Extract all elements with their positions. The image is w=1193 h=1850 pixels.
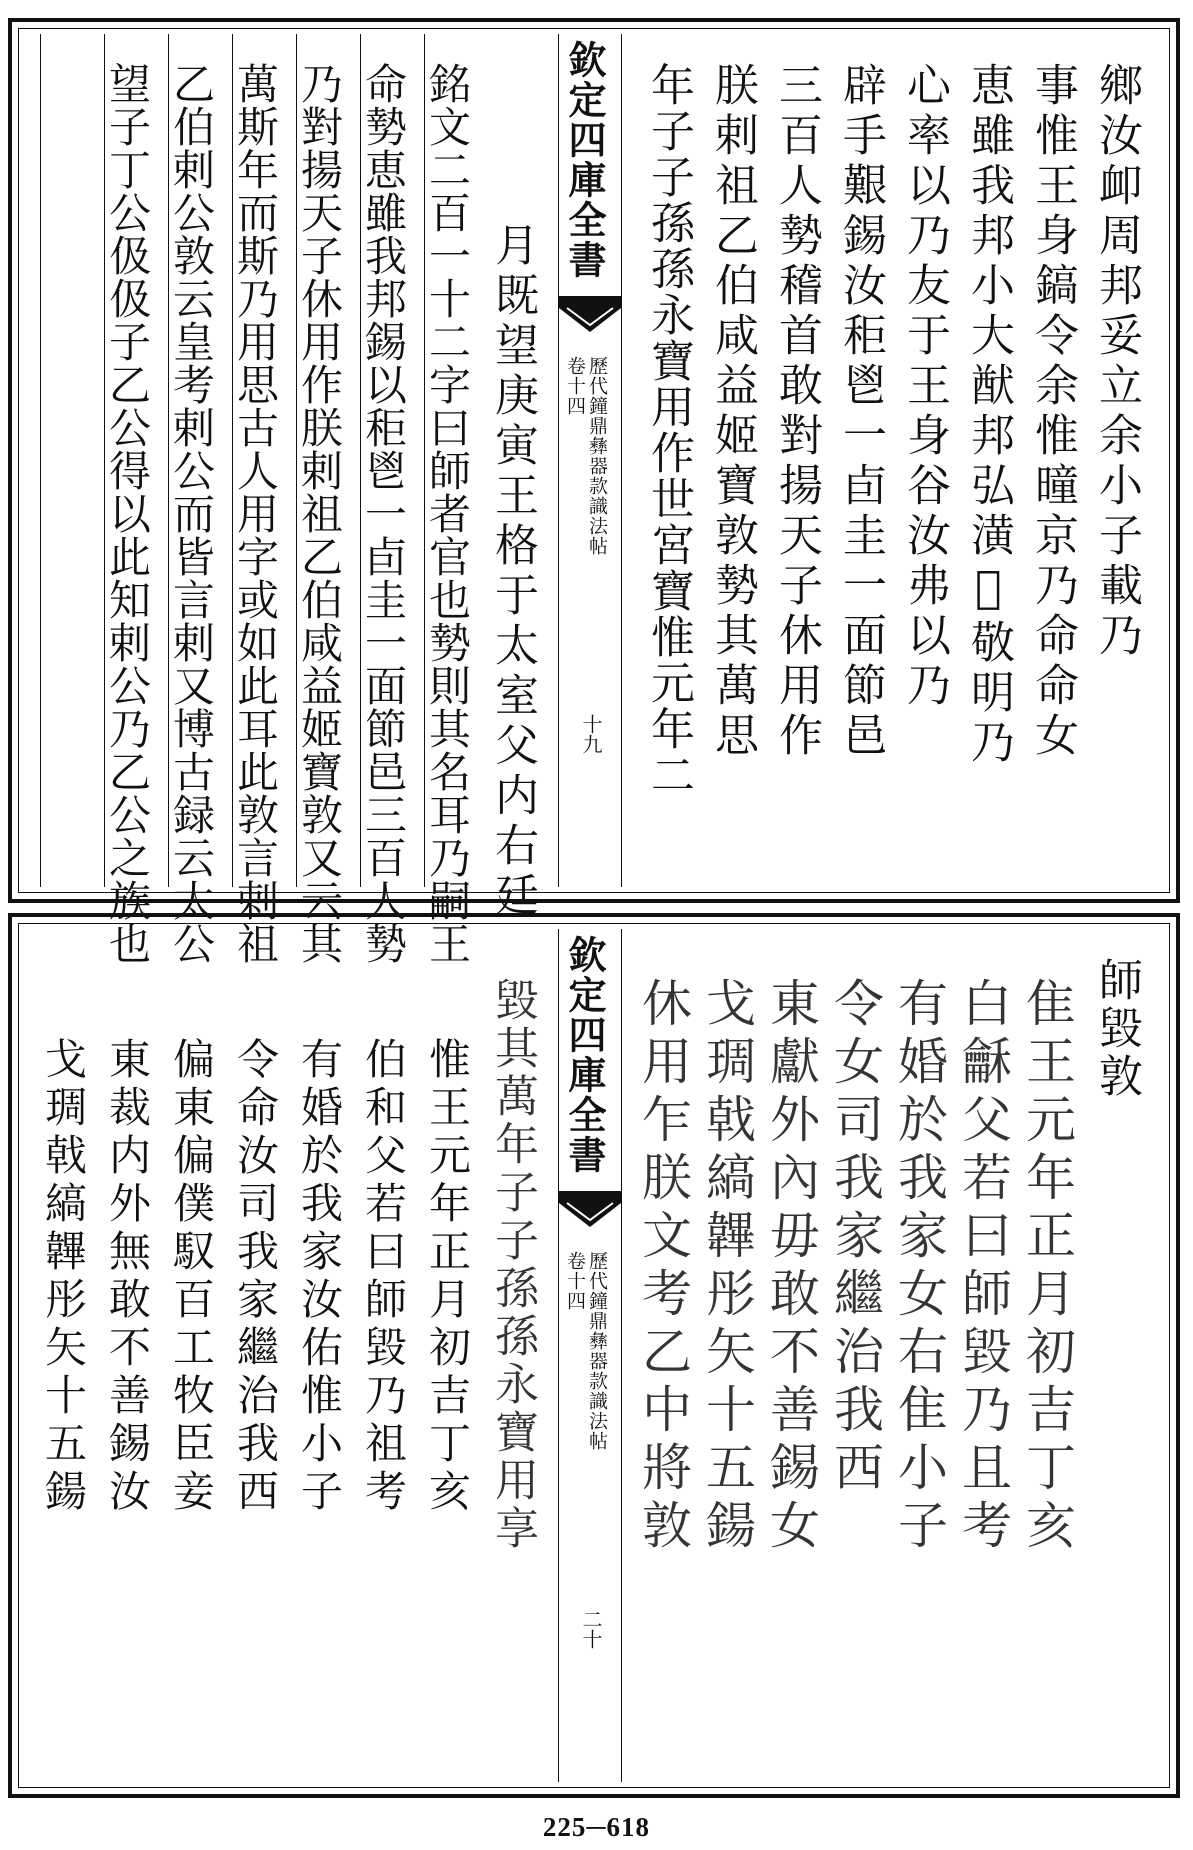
inscription-column: 東獻外內毋敢不善錫女 (762, 977, 820, 1557)
fish-tail-mark-icon (559, 1191, 621, 1231)
strip-book-title: 歷代鐘鼎彝器款識法帖 (586, 1251, 608, 1451)
text-column: 萬斯年而斯乃用思古人用字或如此耳此敦言剌祖 (231, 62, 280, 965)
text-column: 事惟王身鎬令余惟曈京乃命命女 (1027, 62, 1078, 762)
folio-number: 十九 (579, 714, 603, 754)
text-column: 年子子孫孫永寶用作世宮寶惟元年二 (643, 62, 694, 798)
text-column: 東裁内外無敢不善錫汝 (103, 1037, 152, 1517)
center-strip (558, 34, 622, 887)
top-page (8, 18, 1180, 965)
text-column: 伯和父若曰師毀乃祖考 (359, 1037, 408, 1517)
folio-number: 二十 (579, 1609, 603, 1649)
strip-header: 欽定四庫全書 (562, 40, 607, 280)
bottom-page (8, 913, 1180, 1798)
strip-header: 欽定四庫全書 (562, 935, 607, 1175)
fish-tail-mark-icon (559, 296, 621, 336)
text-column: 戈琱戟縞韠彤矢十五鍚 (39, 1037, 88, 1517)
text-column: 望子丁公伋伋子乙公得以此知剌公乃乙公之族也 (103, 62, 152, 965)
text-column: 偏東偏僕馭百工牧臣妾 (167, 1037, 216, 1517)
text-column: 命𫝑恵雖我邦錫以秬鬯一卣圭一面節邑三百人𫝑 (359, 62, 408, 965)
text-column: 鄉汝卹周邦妥立余小子載乃 (1091, 62, 1142, 662)
strip-book-title: 歷代鐘鼎彝器款識法帖 (586, 356, 608, 556)
text-column: 恵雖我邦小大猷邦弘潢𨐋敬明乃 (963, 62, 1014, 769)
inscription-column: 有婚於我家女右隹小子 (890, 977, 948, 1557)
text-column: 令命汝司我家繼治我西 (231, 1037, 280, 1517)
text-column: 朕剌祖乙伯咸益姬寶敦𫝑其萬思 (707, 62, 758, 762)
text-column: 乙伯剌公敦云皇考剌公而皆言剌又博古録云太公 (167, 62, 216, 965)
text-column: 三百人𫝑稽首敢對揚天子休用作 (771, 62, 822, 762)
text-column: 銘文二百一十二字曰師者官也𫝑則其名耳乃嗣王 (423, 62, 472, 965)
column-rule (168, 34, 169, 887)
column-rule (296, 34, 297, 887)
inscription-column: 白龢父若曰師毀乃且考 (954, 977, 1012, 1557)
column-rule (232, 34, 233, 887)
inscription-column: 戈琱戟縞韠彤矢十五鍚 (698, 977, 756, 1557)
strip-juan: 卷十四 (564, 1251, 586, 1311)
section-title: 師毀敦 (1091, 957, 1142, 1101)
column-rule (40, 34, 41, 887)
text-column: 心率以乃友于王身谷汝弗以乃 (899, 62, 950, 712)
inscription-column: 毀其萬年子子孫孫永寶用享 (487, 977, 538, 1553)
column-rule (104, 34, 105, 887)
center-strip (558, 929, 622, 1782)
text-column: 有婚於我家汝佑惟小子 (295, 1037, 344, 1517)
strip-juan: 卷十四 (564, 356, 586, 416)
column-rule (424, 34, 425, 887)
page-number: 225─618 (542, 1812, 651, 1842)
inscription-column: 令女司我家繼治我西 (826, 977, 884, 1499)
text-column: 惟王元年正月初吉丁亥 (423, 1037, 472, 1517)
inscription-column: 休用乍朕文考乙中將敦 (634, 977, 692, 1557)
text-column: 乃對揚天子休用作朕剌祖乙伯咸益姬寶敦又云其 (295, 62, 344, 965)
text-column: 辟手艱錫汝秬鬯一卣圭一面節邑 (835, 62, 886, 762)
text-column: 月既望庚寅王格于太室父内右廷 (487, 222, 538, 922)
inscription-column: 隹王元年正月初吉丁亥 (1018, 977, 1076, 1557)
column-rule (360, 34, 361, 887)
